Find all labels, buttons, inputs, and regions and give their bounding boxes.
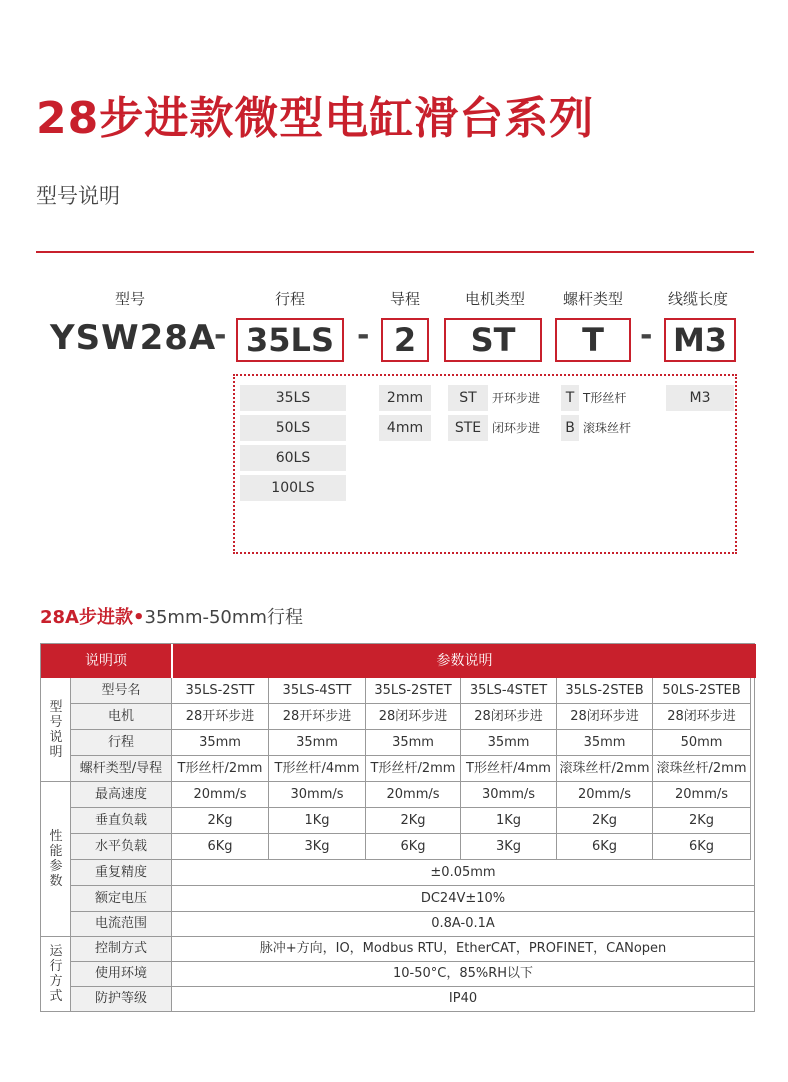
option-motor-code: ST — [448, 385, 488, 411]
table-cell-merged: 脉冲+方向，IO，Modbus RTU，EtherCAT，PROFINET，CANopen — [172, 937, 754, 962]
table-cell: 50mm — [653, 730, 751, 756]
model-box-motor: ST — [444, 318, 542, 362]
table-row-name: 控制方式 — [71, 937, 172, 962]
section-highlight: 28A步进款 — [40, 607, 133, 628]
table-header-item: 说明项 — [41, 644, 171, 678]
table-cell-merged: 0.8A-0.1A — [172, 912, 754, 937]
group-model-label: 型号说明 — [49, 700, 63, 760]
group-model — [41, 678, 71, 782]
table-row-name: 最高速度 — [71, 782, 172, 808]
separator: - — [640, 318, 653, 353]
table-cell: 35mm — [172, 730, 269, 756]
group-perf — [41, 782, 71, 937]
table-cell: 28闭环步进 — [653, 704, 751, 730]
option-motor-desc: 闭环步进 — [492, 421, 541, 435]
table-row-name: 螺杆类型/导程 — [71, 756, 172, 782]
label-cable: 线缆长度 — [667, 290, 728, 308]
table-cell: 3Kg — [461, 834, 557, 860]
label-lead: 导程 — [389, 290, 420, 308]
table-cell: 50LS-2STEB — [653, 678, 751, 704]
model-prefix: YSW28A — [50, 318, 217, 358]
table-row-name: 型号名 — [71, 678, 172, 704]
table-cell: 28闭环步进 — [461, 704, 557, 730]
section-heading — [40, 603, 303, 629]
label-model: 型号 — [114, 290, 145, 308]
table-cell: 滚珠丝杆/2mm — [557, 756, 653, 782]
table-cell: 28开环步进 — [172, 704, 269, 730]
table-cell: T形丝杆/4mm — [461, 756, 557, 782]
model-box-lead: 2 — [381, 318, 429, 362]
table-cell: 1Kg — [269, 808, 366, 834]
table-row-name: 电机 — [71, 704, 172, 730]
option-screw-desc: 滚珠丝杆 — [583, 421, 632, 435]
table-cell: 35LS-4STET — [461, 678, 557, 704]
option-lead: 2mm — [379, 385, 431, 411]
page-title: 28步进款微型电缸滑台系列 — [36, 93, 595, 144]
section-bullet: • — [132, 607, 145, 628]
table-cell: 35LS-2STEB — [557, 678, 653, 704]
option-stroke: 60LS — [240, 445, 346, 471]
table-cell: 35mm — [269, 730, 366, 756]
table-cell: T形丝杆/2mm — [366, 756, 461, 782]
table-cell-merged: ±0.05mm — [172, 860, 754, 886]
table-cell: 28闭环步进 — [557, 704, 653, 730]
section-rest: 35mm-50mm行程 — [144, 607, 303, 628]
table-row-name: 防护等级 — [71, 987, 172, 1012]
table-cell: 28开环步进 — [269, 704, 366, 730]
table-row-name: 使用环境 — [71, 962, 172, 987]
model-box-screw: T — [555, 318, 631, 362]
table-row-name: 水平负载 — [71, 834, 172, 860]
model-box-cable: M3 — [664, 318, 736, 362]
table-cell: 2Kg — [557, 808, 653, 834]
table-cell: 6Kg — [557, 834, 653, 860]
table-cell: 30mm/s — [461, 782, 557, 808]
table-cell: 6Kg — [366, 834, 461, 860]
table-row-name: 电流范围 — [71, 912, 172, 937]
table-cell-merged: IP40 — [172, 987, 754, 1012]
group-run-label: 运行方式 — [49, 944, 63, 1004]
label-stroke: 行程 — [274, 290, 305, 308]
table-cell: 6Kg — [653, 834, 751, 860]
table-cell: 2Kg — [366, 808, 461, 834]
spec-table — [40, 643, 755, 1012]
label-screw: 螺杆类型 — [562, 290, 623, 308]
table-cell: 滚珠丝杆/2mm — [653, 756, 751, 782]
table-cell: T形丝杆/4mm — [269, 756, 366, 782]
option-screw-desc: T形丝杆 — [583, 391, 627, 405]
option-screw-code: B — [561, 415, 579, 441]
group-perf-label: 性能参数 — [49, 829, 63, 889]
option-screw-code: T — [561, 385, 579, 411]
table-cell: 35mm — [366, 730, 461, 756]
table-cell: 35LS-2STT — [172, 678, 269, 704]
table-cell: 20mm/s — [653, 782, 751, 808]
separator: - — [214, 318, 227, 353]
table-cell: 30mm/s — [269, 782, 366, 808]
table-header-params: 参数说明 — [173, 644, 756, 678]
label-motor: 电机类型 — [464, 290, 525, 308]
table-row-name: 额定电压 — [71, 886, 172, 912]
table-cell: 35LS-2STET — [366, 678, 461, 704]
table-cell: 35mm — [461, 730, 557, 756]
table-cell-merged: 10-50°C，85%RH以下 — [172, 962, 754, 987]
table-cell: 20mm/s — [366, 782, 461, 808]
table-cell-merged: DC24V±10% — [172, 886, 754, 912]
option-stroke: 100LS — [240, 475, 346, 501]
option-lead: 4mm — [379, 415, 431, 441]
table-cell: 3Kg — [269, 834, 366, 860]
table-cell: 28闭环步进 — [366, 704, 461, 730]
table-cell: 20mm/s — [172, 782, 269, 808]
table-cell: T形丝杆/2mm — [172, 756, 269, 782]
table-row-name: 垂直负载 — [71, 808, 172, 834]
model-box-stroke: 35LS — [236, 318, 344, 362]
option-stroke: 35LS — [240, 385, 346, 411]
table-cell: 2Kg — [653, 808, 751, 834]
table-cell: 35LS-4STT — [269, 678, 366, 704]
separator: - — [357, 318, 370, 353]
table-cell: 6Kg — [172, 834, 269, 860]
table-row-name: 行程 — [71, 730, 172, 756]
table-row-name: 重复精度 — [71, 860, 172, 886]
group-run — [41, 937, 71, 1012]
title-divider — [36, 251, 754, 253]
option-cable: M3 — [666, 385, 734, 411]
table-cell: 20mm/s — [557, 782, 653, 808]
option-motor-desc: 开环步进 — [492, 391, 541, 405]
option-motor-code: STE — [448, 415, 488, 441]
table-cell: 35mm — [557, 730, 653, 756]
table-cell: 2Kg — [172, 808, 269, 834]
option-stroke: 50LS — [240, 415, 346, 441]
page-subtitle: 型号说明 — [36, 184, 120, 208]
table-cell: 1Kg — [461, 808, 557, 834]
